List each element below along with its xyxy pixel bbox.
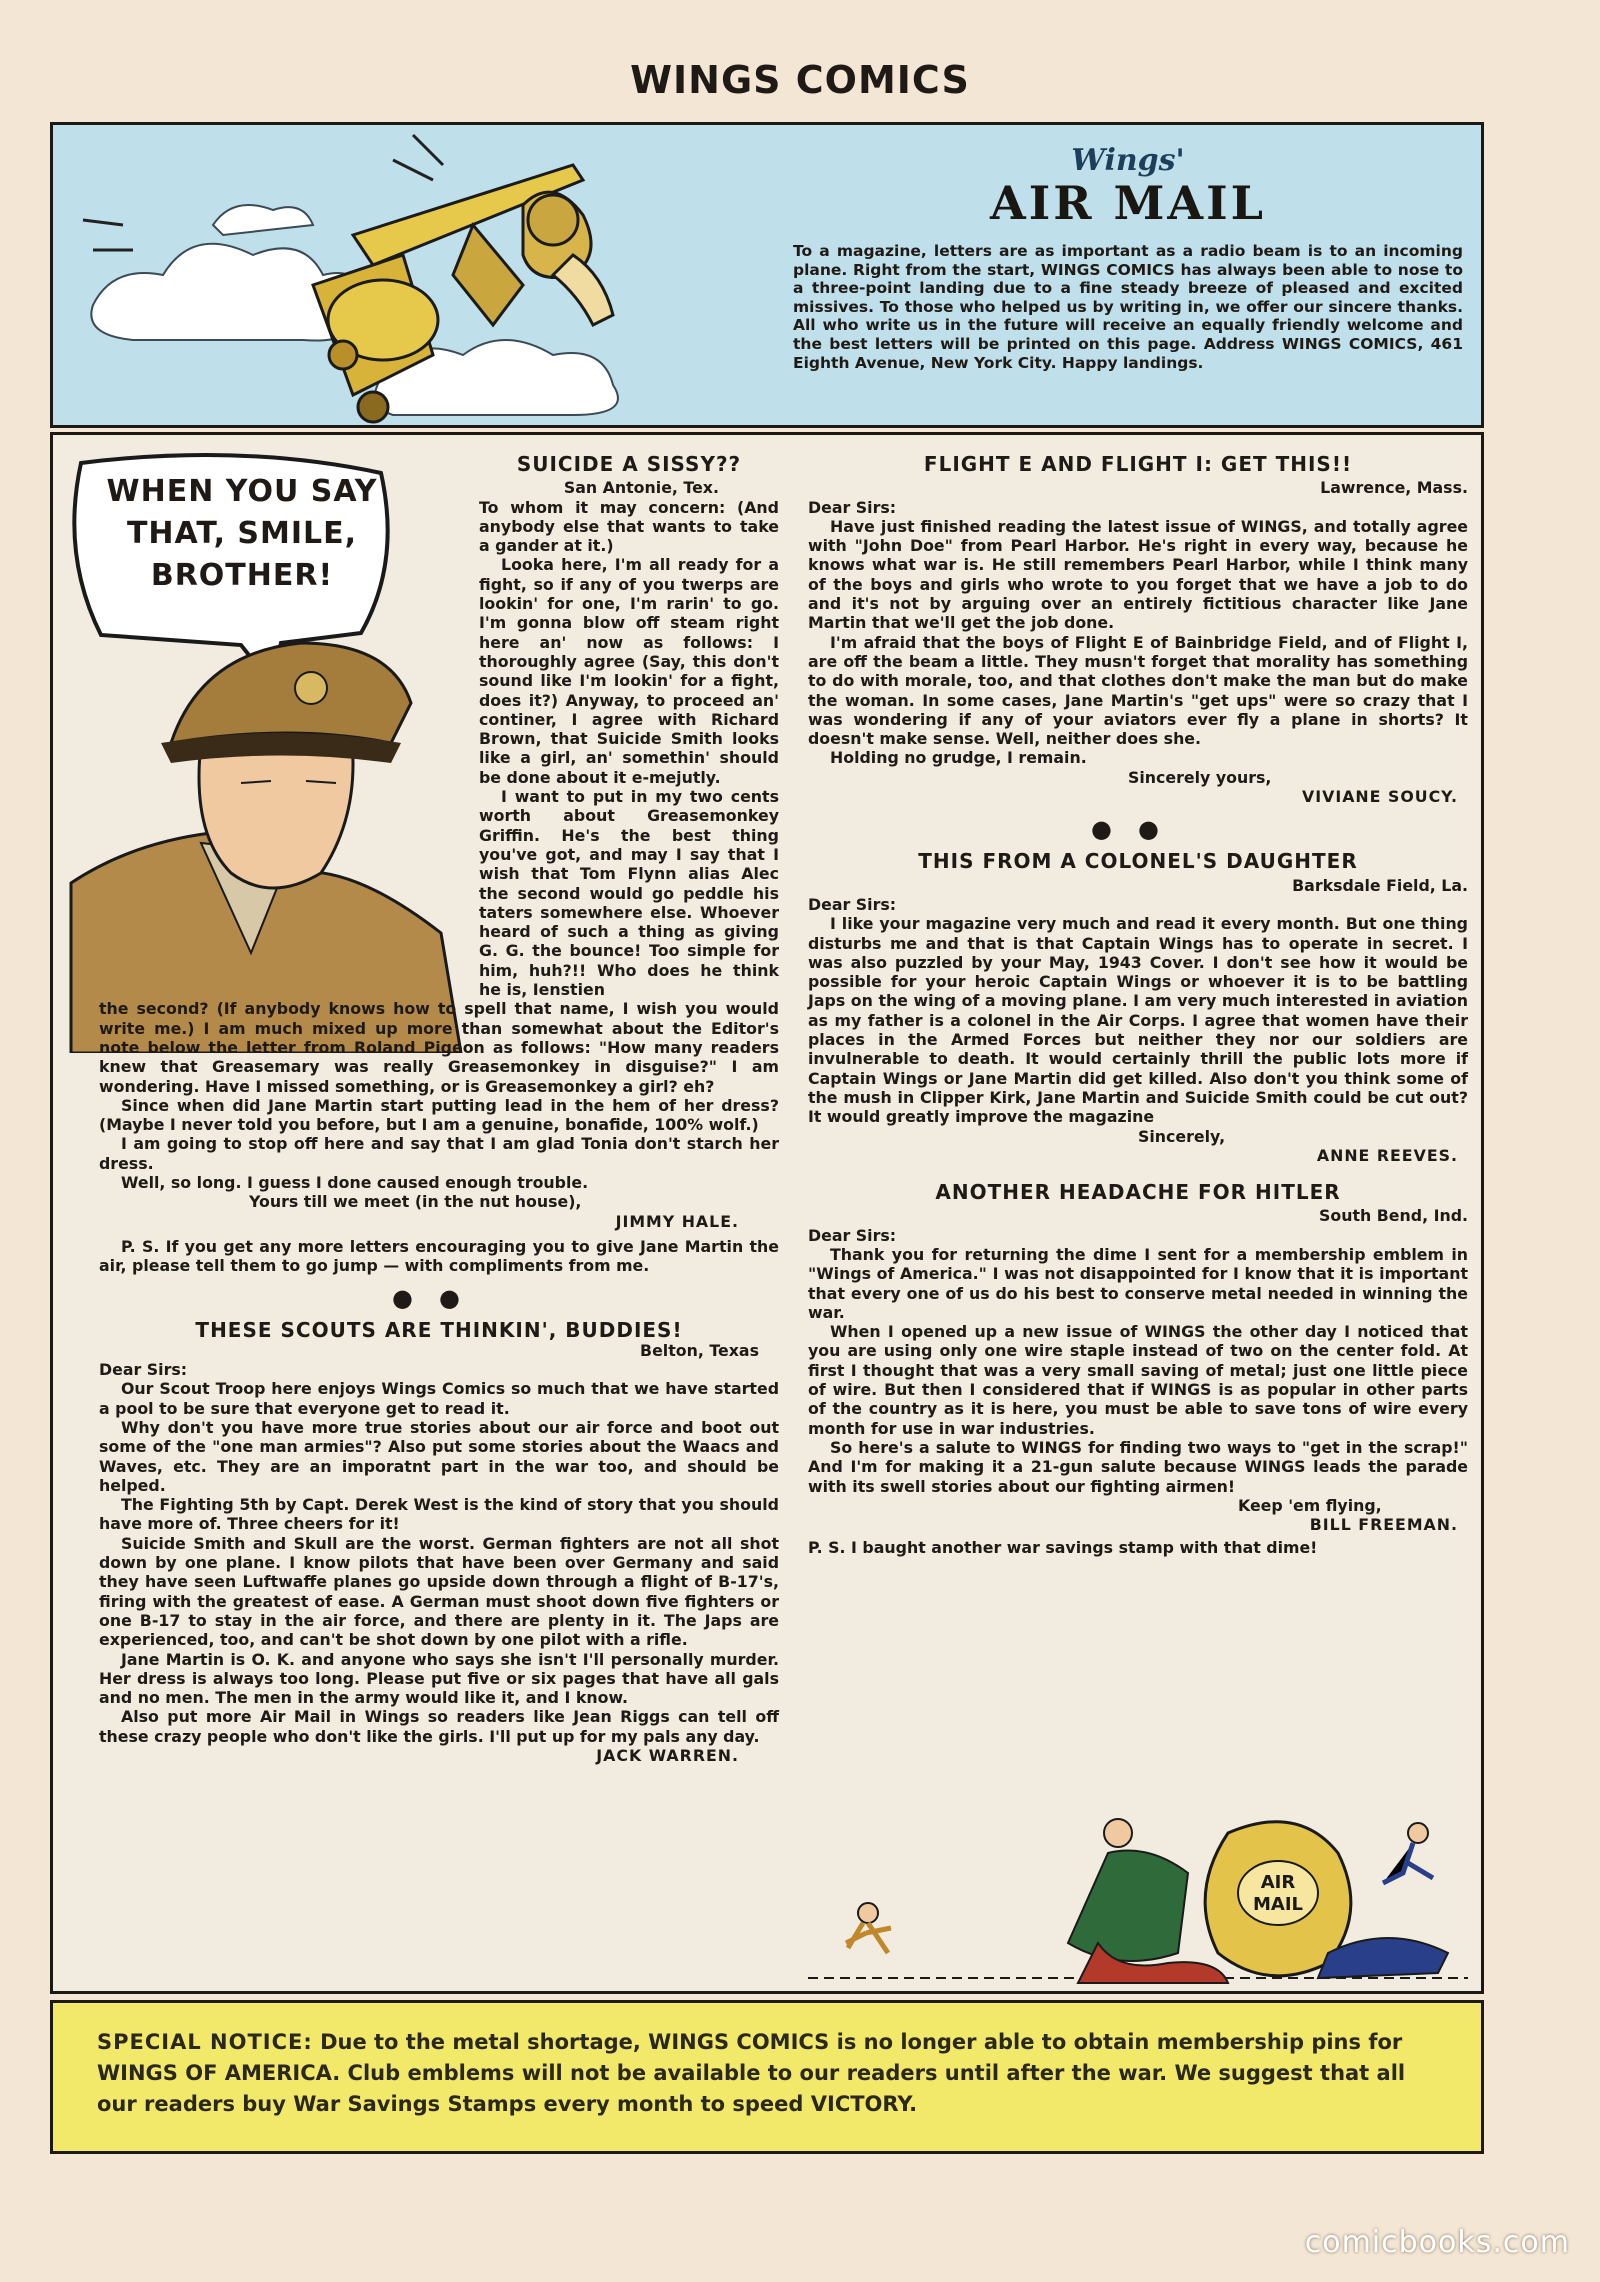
wings-script-title: Wings': [1071, 143, 1185, 178]
left-letters-column: [99, 452, 779, 1765]
separator-dots: ●●: [1091, 815, 1185, 844]
letter-location: San Antonie, Tex.: [563, 478, 719, 498]
letter-signature: VIVIANE SOUCY.: [1302, 787, 1458, 807]
letter-paragraph: When I opened up a new issue of WINGS the other day I noticed that you are using only one wire staple instead of two on the center fold. At first I thought that was a very small saving of metal; just one little piece of wire. But then I considered that if WINGS is as popular in other parts of the country as it is here, you must be able to save tons of wire every month for use in war industries.: [808, 1322, 1468, 1438]
letter-paragraph: Well, so long. I guess I done caused enough trouble.: [121, 1172, 589, 1192]
letter-1-top: [479, 452, 779, 1000]
air-mail-intro-block: [793, 143, 1463, 372]
letter-closing: Sincerely yours,: [1128, 767, 1272, 787]
letter-postscript: P. S. If you get any more letters encouraging you to give Jane Martin the air, please tell them to go jump — with compliments from me.: [99, 1236, 779, 1276]
letter-paragraph: Our Scout Troop here enjoys Wings Comics so much that we have started a pool to be sure that everyone get to read it.: [99, 1379, 779, 1418]
letter-paragraph: To whom it may concern: (And anybody else that wants to take a gander at it.): [479, 497, 779, 556]
letter-paragraph: Jane Martin is O. K. and anyone who says she isn't I'll personally murder. Her dress is always too long. Please put five or six pages that have all gals and no men. The men in the army would like it, and I know.: [99, 1649, 779, 1708]
letter-salutation: Dear Sirs:: [99, 1360, 188, 1380]
airplane-illustration: [53, 125, 753, 425]
letter-signature: BILL FREEMAN.: [1309, 1515, 1458, 1535]
watermark: comicbooks.com: [1304, 2225, 1570, 2260]
letter-signature: ANNE REEVES.: [1316, 1145, 1458, 1165]
mailbag-label-line1: AIR: [1260, 1872, 1296, 1893]
letter-location: Lawrence, Mass.: [1320, 478, 1468, 498]
letter-paragraph: Have just finished reading the latest issue of WINGS, and totally agree with "John Doe" from Pearl Harbor. He's right in every way, because he knows what war is. He still remembers Pearl Harbor, while I think many of the boys and girls who wrote to you forget that we have a job to do and it's not by arguing over an entirely fictitious character like Jane Martin that we'll get the job done.: [808, 516, 1468, 633]
letter-closing: Yours till we meet (in the nut house),: [249, 1192, 582, 1212]
air-mail-title: AIR MAIL: [990, 176, 1266, 230]
letter-salutation: Dear Sirs:: [808, 497, 897, 517]
letter-paragraph: Also put more Air Mail in Wings so readers like Jean Riggs can tell off these crazy people who don't like the girls. I'll put up for my pals any day.: [99, 1707, 779, 1746]
letter-headline: ANOTHER HEADACHE FOR HITLER: [935, 1180, 1341, 1205]
intro-paragraph: To a magazine, letters are as important as a radio beam is to an incoming plane. Right from the start, WINGS COMICS has always been able to nose to a three-point landing due to a fine steady breeze of pleased and excited missives. To those who helped us by writing in, we offer our sincere thanks. All who write us in the future will receive an equally friendly welcome and the best letters will be printed on this page. Address WINGS COMICS, 461 Eighth Avenue, New York City. Happy landings.: [793, 242, 1463, 372]
speech-bubble-text: WHEN YOU SAY THAT, SMILE, BROTHER!: [106, 474, 378, 593]
letter-paragraph: I am going to stop off here and say that I am glad Tonia don't starch her dress.: [99, 1134, 779, 1173]
letter-signature: JACK WARREN.: [596, 1746, 739, 1765]
special-notice-label: SPECIAL NOTICE:: [97, 2030, 313, 2054]
letter-paragraph: I'm afraid that the boys of Flight E of Bainbridge Field, and of Flight I, are off the beam a little. They musn't forget that morality has something to do with morale, too, and that clothes don't make the man but do make the woman. In some cases, Jane Martin's "get ups" were so crazy that I was wondering if any of your aviators ever fly a plane in shorts? It doesn't make sense. Well, neither does she.: [808, 632, 1468, 749]
mailbag-runners-illustration: [808, 1793, 1468, 1993]
separator-dots: ●●: [392, 1284, 486, 1313]
letter-paragraph: I like your magazine very much and read it every month. But one thing disturbs me and that is that Captain Wings has to operate in secret. I was also puzzled by your May, 1943 Cover. I don't see how it would be possible for your heroic Captain Wings or whoever it is to be battling Japs on the wing of a moving plane. I am very much interested in aviation as my father is a colonel in the Air Corps. I agree that women have their places in the Armed Forces but neither they nor our soldiers are invulnerable to death. It would certainly thrill the public lots more if Captain Wings or Jane Martin did get killed. Also don't you think some of the mush in Clipper Kirk, Jane Martin and Suicide Smith could be cut out? It would greatly improve the magazine: [808, 914, 1468, 1127]
letter-paragraph: The Fighting 5th by Capt. Derek West is the kind of story that you should have more of. Three cheers for it!: [99, 1495, 779, 1534]
letter-paragraph: Thank you for returning the dime I sent for a membership emblem in "Wings of America." I was not disappointed for I know that it is important that every one of us do his best to conserve metal needed in winning the war.: [808, 1244, 1468, 1322]
letter-paragraph: Holding no grudge, I remain.: [830, 748, 1087, 768]
letter-paragraph: Why don't you have more true stories about our air force and boot out some of the "one man armies"? Also put some stories about the Waacs and Waves, etc. They are an imporatnt part in the war too, and should be helped.: [99, 1417, 779, 1495]
letter-paragraph: Looka here, I'm all ready for a fight, so if any of you twerps are lookin' for one, I'm rarin' to go. I'm gonna blow off steam right here an' now as follows: I thoroughly agree (Say, this don't sound like I'm lookin' for a fight, does it?) Anyway, to proceed an' continer, I agree with Richard Brown, that Suicide Smith looks like a girl, an' somethin' should be done about it e-mejutly.: [479, 555, 779, 787]
letter-paragraph: Suicide Smith and Skull are the worst. German fighters are not all shot down by one plane. I know pilots that have been over Germany and said they have seen Luftwaffe planes go upside down through a flight of B-17's, firing with the greatest of ease. A German must shoot down five fighters or one B-17 to stay in the air force, and there are plenty in it. The Japs are experienced, too, and can't be shot down by one pilot with a rifle.: [99, 1533, 779, 1650]
letter-headline: THESE SCOUTS ARE THINKIN', BUDDIES!: [195, 1318, 683, 1343]
right-letters-column: [808, 452, 1468, 1558]
special-notice-panel: [50, 2000, 1484, 2154]
letter-location: Belton, Texas: [640, 1340, 759, 1360]
page-title: WINGS COMICS: [630, 58, 970, 102]
special-notice-body: Due to the metal shortage, WINGS COMICS is no longer able to obtain membership pins for WINGS OF AMERICA. Club emblems will not be available to our readers until after the war. We suggest that all our readers buy War Savings Stamps every month to speed VICTORY.: [97, 2030, 1406, 2116]
letter-headline: FLIGHT E AND FLIGHT I: GET THIS!!: [923, 452, 1353, 476]
letter-closing: Keep 'em flying,: [1238, 1495, 1382, 1515]
letter-location: Barksdale Field, La.: [1292, 875, 1468, 895]
mailbag-label-line2: MAIL: [1252, 1894, 1304, 1915]
letter-headline: THIS FROM A COLONEL'S DAUGHTER: [918, 849, 1358, 874]
letter-location: South Bend, Ind.: [1318, 1206, 1468, 1226]
special-notice-text: [97, 2027, 1437, 2120]
letters-panel: [50, 432, 1484, 1994]
letter-paragraph: the second? (If anybody knows how to spell that name, I wish you would write me.) I am much mixed up more than somewhat about the Editor's note below the letter from Roland Pigeon as follows: "How many readers knew that Greasemary was really Greasemonkey in disguise?" I am wondering. Have I missed something, or is Greasemonkey a girl? eh?: [99, 999, 779, 1096]
letter-paragraph: I want to put in my two cents worth about Greasemonkey Griffin. He's the best thing you've got, and may I say that I wish that Tom Flynn alias Alec the second would go peddle his taters somewhere else. Whoever heard of such a thing as giving G. G. the bounce! Too simple for him, huh?!! Who does he think he is, Ienstien: [479, 787, 779, 1000]
letter-paragraph: Since when did Jane Martin start putting lead in the hem of her dress? (Maybe I never told you before, but I am a genuine, bonafide, 100% wolf.): [99, 1095, 779, 1135]
letter-headline: SUICIDE A SISSY??: [516, 452, 742, 476]
letter-signature: JIMMY HALE.: [615, 1211, 739, 1231]
letter-salutation: Dear Sirs:: [808, 894, 897, 914]
letter-salutation: Dear Sirs:: [808, 1225, 897, 1245]
letter-paragraph: So here's a salute to WINGS for finding two ways to "get in the scrap!" And I'm for making it a 21-gun salute because WINGS leads the parade with its swell stories about our fighting airmen!: [808, 1437, 1468, 1496]
air-mail-header-panel: [50, 122, 1484, 428]
letter-postscript: P. S. I baught another war savings stamp with that dime!: [808, 1538, 1318, 1558]
letter-closing: Sincerely,: [1138, 1126, 1226, 1146]
